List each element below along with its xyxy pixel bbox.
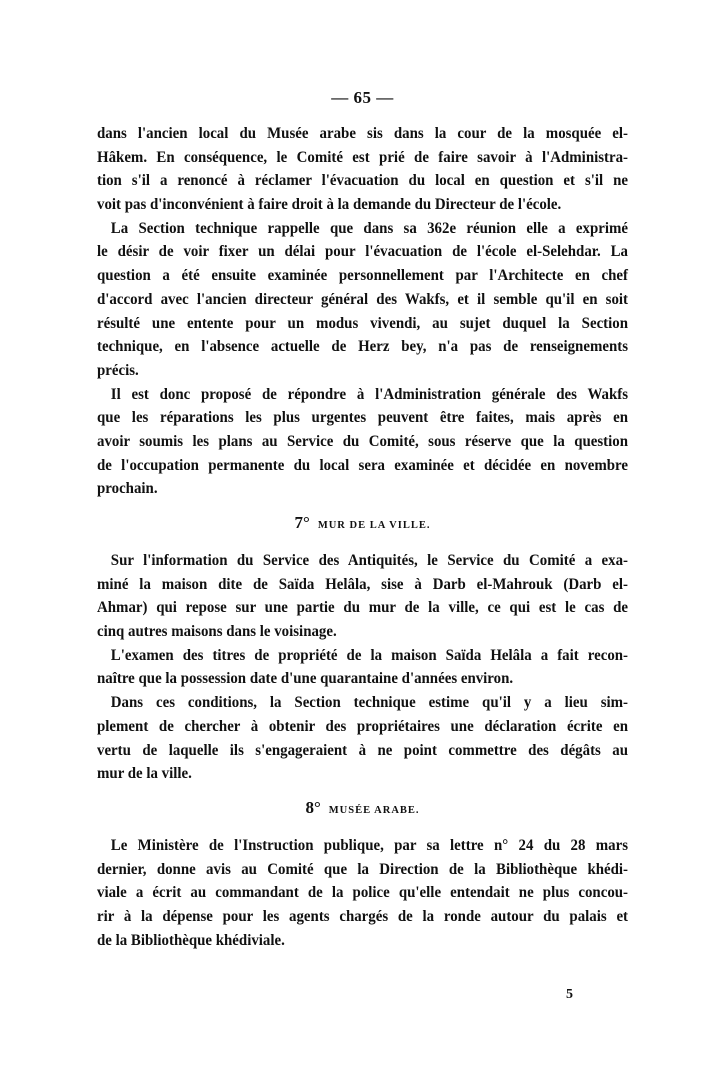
section-heading [97, 505, 628, 549]
text-line: La Section technique rappelle que dans sa 362e réunion elle a exprimé [110, 218, 629, 237]
text-line: Dans ces conditions, la Section technique estime qu'il y a lieu sim- [110, 693, 629, 712]
text-line: vertu de laquelle ils s'engageraient à ne point commettre des dégâts au [97, 740, 629, 759]
text-line: précis. [97, 360, 139, 379]
text-line: dernier, donne avis au Comité que la Direction de la Bibliothèque khédi- [97, 859, 629, 878]
text-line: de la Bibliothèque khédiviale. [97, 930, 285, 949]
text-line: voit pas d'inconvénient à faire droit à la demande du Directeur de l'école. [97, 195, 562, 214]
section-number: 8° [305, 797, 321, 817]
document-page [97, 86, 628, 952]
text-line: L'examen des titres de propriété de la maison Saïda Helâla a fait recon- [110, 645, 629, 664]
text-line: cinq autres maisons dans le voisinage. [97, 622, 337, 641]
text-line: miné la maison dite de Saïda Helâla, sise à Darb el-Mahrouk (Darb el- [97, 574, 629, 593]
text-line: résulté une entente pour un modus vivendi, au sujet duquel la Section [97, 313, 629, 332]
section-title: MUR DE LA VILLE. [317, 520, 431, 531]
text-line: d'accord avec l'ancien directeur général des Wakfs, et il semble qu'il en soit [97, 289, 629, 308]
text-line: Hâkem. En conséquence, le Comité est prié de faire savoir à l'Administra- [97, 147, 629, 166]
paragraph [97, 644, 628, 691]
text-line: viale a écrit au commandant de la police qu'elle entendait ne plus concou- [97, 883, 629, 902]
section-number: 7° [294, 513, 310, 532]
section-heading [97, 790, 628, 834]
text-line: prochain. [97, 479, 158, 498]
text-line: que les réparations les plus urgentes peuvent être faites, mais après en [97, 408, 629, 427]
document-body [97, 122, 628, 952]
paragraph [97, 217, 628, 383]
text-line: avoir soumis les plans au Service du Comité, sous réserve que la question [97, 431, 629, 450]
text-line: technique, en l'absence actuelle de Herz bey, n'a pas de renseignements [97, 337, 629, 356]
paragraph [97, 691, 628, 786]
paragraph [97, 383, 628, 501]
paragraph [97, 834, 628, 952]
page-number: — 65 — [331, 88, 394, 107]
text-line: tion s'il a renoncé à réclamer l'évacuation du local en question et s'il ne [97, 171, 629, 190]
text-line: dans l'ancien local du Musée arabe sis dans la cour de la mosquée el- [97, 124, 629, 142]
text-line: plement de chercher à obtenir des propriétaires une déclaration écrite en [97, 716, 629, 735]
text-line: le désir de voir fixer un délai pour l'évacuation de l'école el-Selehdar. La [97, 242, 629, 261]
paragraph [97, 549, 628, 644]
text-line: question a été ensuite examinée personnellement par l'Architecte en chef [97, 266, 629, 285]
text-line: mur de la ville. [97, 764, 192, 783]
text-line: Sur l'information du Service des Antiquités, le Service du Comité a exa- [110, 551, 629, 569]
text-line: naître que la possession date d'une quarantaine d'années environ. [97, 669, 514, 688]
paragraph [97, 122, 628, 217]
text-line: rir à la dépense pour les agents chargés de la ronde autour du palais et [97, 906, 629, 925]
text-line: Il est donc proposé de répondre à l'Administration générale des Wakfs [110, 384, 629, 403]
signature-mark: 5 [566, 987, 573, 1002]
text-line: Ahmar) qui repose sur une partie du mur de la ville, ce qui est le cas de [97, 598, 629, 617]
text-line: Le Ministère de l'Instruction publique, par sa lettre n° 24 du 28 mars [110, 835, 629, 854]
text-line: de l'occupation permanente du local sera examinée et décidée en novembre [97, 455, 629, 474]
section-title: MUSÉE ARABE. [328, 804, 420, 816]
